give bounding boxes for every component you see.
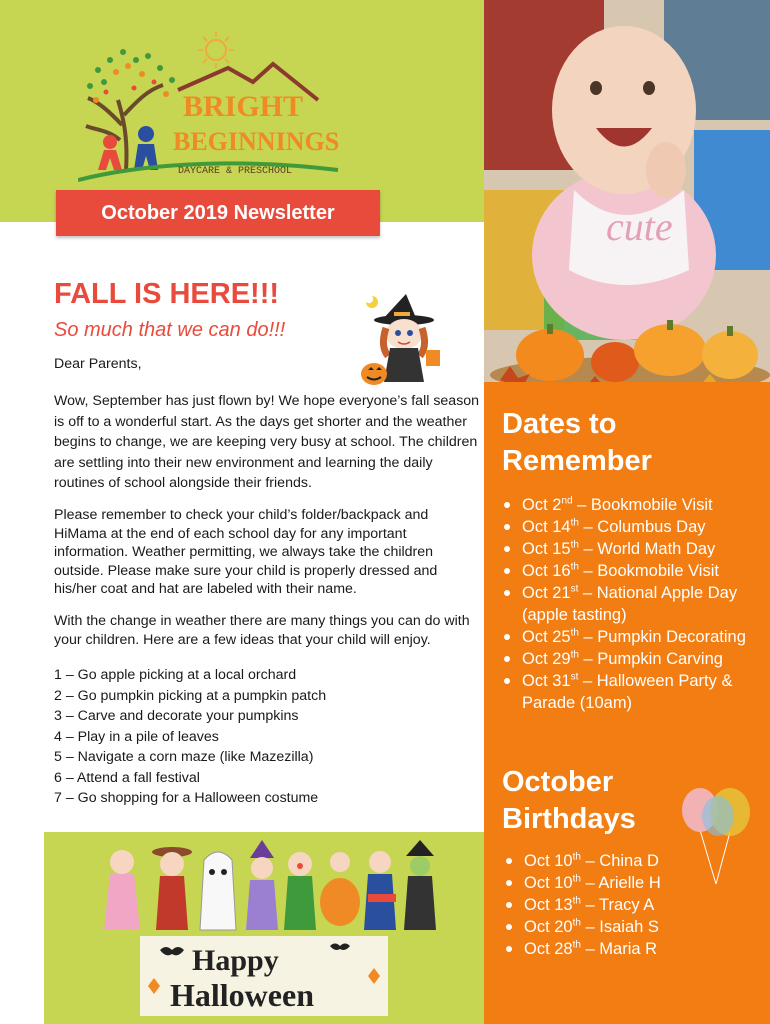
list-item: Oct 10th – China D bbox=[502, 850, 702, 872]
list-item: Oct 28th – Maria R bbox=[502, 938, 702, 960]
list-item: Oct 20th – Isaiah S bbox=[502, 916, 702, 938]
reminder-paragraph: Please remember to check your child’s folder/backpack and HiMama at the end of each school day for any important information. Weather permitting, we always take the children outside. Please make sure your child is properly dressed and his/her coat and hat are labeled with their name. bbox=[54, 507, 438, 597]
tree-icon bbox=[86, 49, 175, 170]
witch-kid-icon bbox=[246, 840, 278, 930]
list-item: Oct 29th – Pumpkin Carving bbox=[500, 648, 762, 670]
dates-heading-line2: Remember bbox=[502, 445, 652, 477]
bright-beginnings-logo bbox=[78, 30, 348, 190]
fall-subtitle: So much that we can do!!! bbox=[54, 319, 286, 341]
dates-heading-line1: Dates to bbox=[502, 408, 617, 440]
list-item: Oct 13th – Tracy A bbox=[502, 894, 702, 916]
list-item: Oct 14th – Columbus Day bbox=[500, 516, 762, 538]
birthdays-heading-line1: October bbox=[502, 766, 614, 798]
sun-icon bbox=[198, 32, 234, 68]
ideas-intro-paragraph: With the change in weather there are many things you can do with your children. Here are a few ideas that your child will enjoy. bbox=[54, 613, 470, 648]
list-item: Oct 31st – Halloween Party & Parade (10am) bbox=[500, 670, 762, 714]
list-item: Oct 25th – Pumpkin Decorating bbox=[500, 626, 762, 648]
logo-line2: BEGINNINGS bbox=[173, 127, 340, 156]
greeting: Dear Parents, bbox=[54, 356, 142, 372]
birthdays-list bbox=[502, 850, 702, 960]
logo-line1: BRIGHT bbox=[183, 90, 304, 123]
newsletter-title-banner: October 2019 Newsletter bbox=[56, 190, 380, 236]
intro-paragraph: Wow, September has just flown by! We hope everyone’s fall season is off to a wonderful start. As the days get shorter and the weather begins to change, we are keeping very busy at school. The children are settling into their new environment and learning the daily routines of school alongside their friends. bbox=[54, 393, 480, 491]
list-item: Oct 15th – World Math Day bbox=[500, 538, 762, 560]
costume-kids-clipart bbox=[100, 840, 440, 940]
list-item: 6 – Attend a fall festival bbox=[54, 769, 200, 786]
list-item: 3 – Carve and decorate your pumpkins bbox=[54, 708, 299, 724]
cowboy-kid-icon bbox=[152, 847, 192, 930]
list-item: 7 – Go shopping for a Halloween costume bbox=[54, 790, 319, 806]
list-item: Oct 16th – Bookmobile Visit bbox=[500, 560, 762, 582]
ghost-kid-icon bbox=[200, 852, 236, 930]
fairy-kid-icon bbox=[104, 850, 140, 930]
witch-girl-clipart bbox=[360, 290, 452, 390]
list-item: Oct 2nd – Bookmobile Visit bbox=[500, 494, 762, 516]
bib-text: cute bbox=[606, 204, 673, 249]
happy-text: Happy bbox=[192, 944, 279, 977]
list-item: Oct 21st – National Apple Day (apple tasting) bbox=[500, 582, 762, 626]
fall-ideas-list bbox=[54, 665, 326, 809]
halloween-text: Halloween bbox=[170, 977, 314, 1013]
list-item: Oct 10th – Arielle H bbox=[502, 872, 702, 894]
list-item: 5 – Navigate a corn maze (like Mazezilla) bbox=[54, 749, 314, 765]
fall-title: FALL IS HERE!!! bbox=[54, 278, 280, 310]
dates-heading bbox=[502, 406, 742, 480]
dates-list bbox=[500, 494, 762, 714]
moon-icon bbox=[366, 296, 378, 308]
list-item: 4 – Play in a pile of leaves bbox=[54, 728, 219, 745]
pumpkin-kid-icon bbox=[320, 852, 360, 926]
list-item: 2 – Go pumpkin picking at a pumpkin patch bbox=[54, 687, 327, 704]
birthdays-heading-line2: Birthdays bbox=[502, 803, 636, 835]
witch-kid-icon bbox=[404, 840, 436, 930]
list-item: 1 – Go apple picking at a local orchard bbox=[54, 667, 297, 683]
happy-halloween-graphic bbox=[140, 936, 388, 1016]
jack-o-lantern-icon bbox=[361, 363, 387, 385]
clown-kid-icon bbox=[284, 852, 316, 930]
logo-tagline: DAYCARE & PRESCHOOL bbox=[178, 166, 293, 177]
superhero-kid-icon bbox=[364, 851, 396, 930]
